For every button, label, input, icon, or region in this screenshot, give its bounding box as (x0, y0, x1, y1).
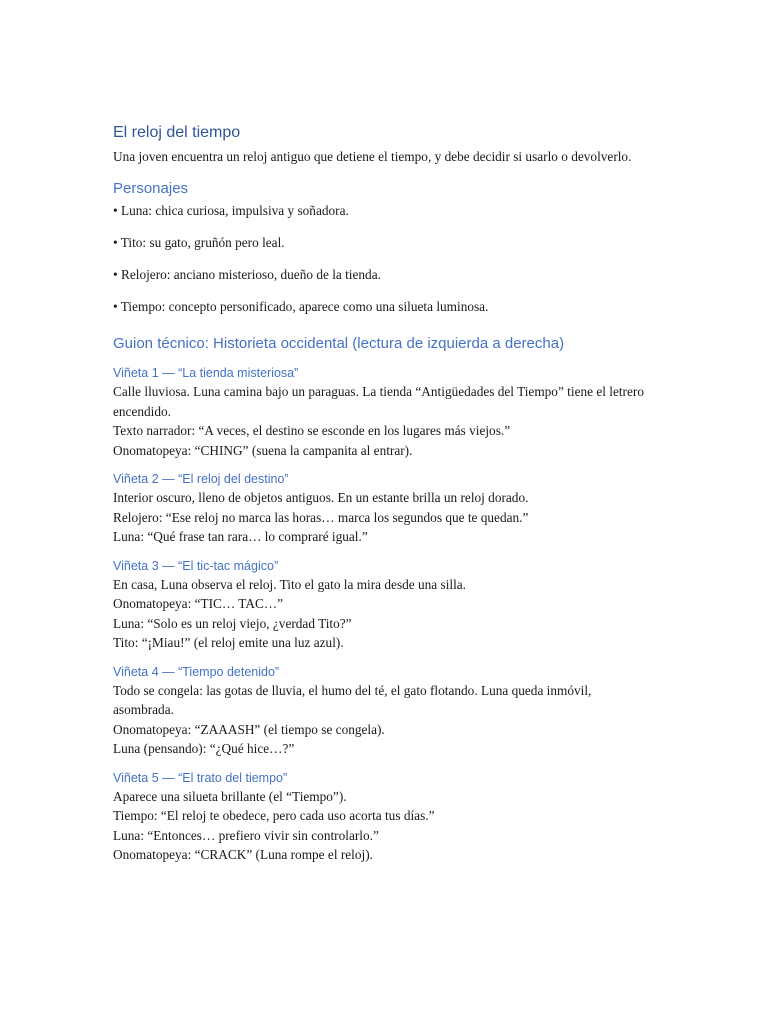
panel-heading: Viñeta 2 — “El reloj del destino” (113, 472, 289, 486)
character-item: • Relojero: anciano misterioso, dueño de la tienda. (113, 266, 381, 282)
panel-line: Onomatopeya: “ZAAASH” (el tiempo se congela). (113, 721, 385, 737)
panel-line: Interior oscuro, lleno de objetos antiguos. En un estante brilla un reloj dorado. (113, 490, 529, 505)
panel-1 (113, 366, 653, 460)
panel-line: En casa, Luna observa el reloj. Tito el gato la mira desde una silla. (113, 576, 467, 592)
panel-line: Onomatopeya: “CRACK” (Luna rompe el reloj). (113, 847, 373, 862)
panel-line: Onomatopeya: “CHING” (suena la campanita al entrar). (113, 442, 413, 458)
character-item: • Tito: su gato, gruñón pero leal. (113, 234, 285, 250)
panel-heading: Viñeta 5 — “El trato del tiempo” (113, 770, 288, 785)
panel-3 (113, 559, 653, 653)
character-item: • Tiempo: concepto personificado, aparece como una silueta luminosa. (113, 298, 489, 314)
panel-line: Relojero: “Ese reloj no marca las horas… marca los segundos que te quedan.” (113, 509, 529, 525)
panel-heading: Viñeta 3 — “El tic-tac mágico” (113, 558, 279, 573)
synopsis: Una joven encuentra un reloj antiguo que detiene el tiempo, y debe decidir si usarlo o devolverlo. (113, 149, 632, 164)
panel-line: Calle lluviosa. Luna camina bajo un paraguas. La tienda “Antigüedades del Tiempo” tiene el letrero encendido. (113, 384, 644, 419)
panel-4 (113, 665, 653, 759)
panel-2 (113, 472, 653, 547)
document-title: El reloj del tiempo (113, 124, 241, 141)
panel-heading: Viñeta 4 — “Tiempo detenido” (113, 664, 280, 679)
panel-line: Luna: “Qué frase tan rara… lo compraré igual.” (113, 529, 368, 544)
panel-5 (113, 771, 653, 865)
panel-line: Aparece una silueta brillante (el “Tiempo”). (113, 788, 347, 804)
character-item: • Luna: chica curiosa, impulsiva y soñadora. (113, 202, 349, 218)
document-body (113, 124, 653, 865)
characters-heading: Personajes (113, 179, 189, 197)
panel-line: Luna: “Entonces… prefiero vivir sin controlarlo.” (113, 827, 379, 843)
panel-line: Todo se congela: las gotas de lluvia, el humo del té, el gato flotando. Luna queda inmóvil, asombrada. (113, 682, 592, 717)
panel-line: Tito: “¡Miau!” (el reloj emite una luz azul). (113, 635, 344, 650)
panel-line: Luna: “Solo es un reloj viejo, ¿verdad Tito?” (113, 615, 352, 631)
panel-line: Onomatopeya: “TIC… TAC…” (113, 596, 284, 611)
script-heading: Guion técnico: Historieta occidental (lectura de izquierda a derecha) (113, 335, 565, 352)
panel-line: Texto narrador: “A veces, el destino se esconde en los lugares más viejos.” (113, 423, 511, 438)
panel-line: Tiempo: “El reloj te obedece, pero cada uso acorta tus días.” (113, 808, 435, 823)
panel-heading: Viñeta 1 — “La tienda misteriosa” (113, 366, 299, 380)
panel-line: Luna (pensando): “¿Qué hice…?” (113, 741, 295, 756)
